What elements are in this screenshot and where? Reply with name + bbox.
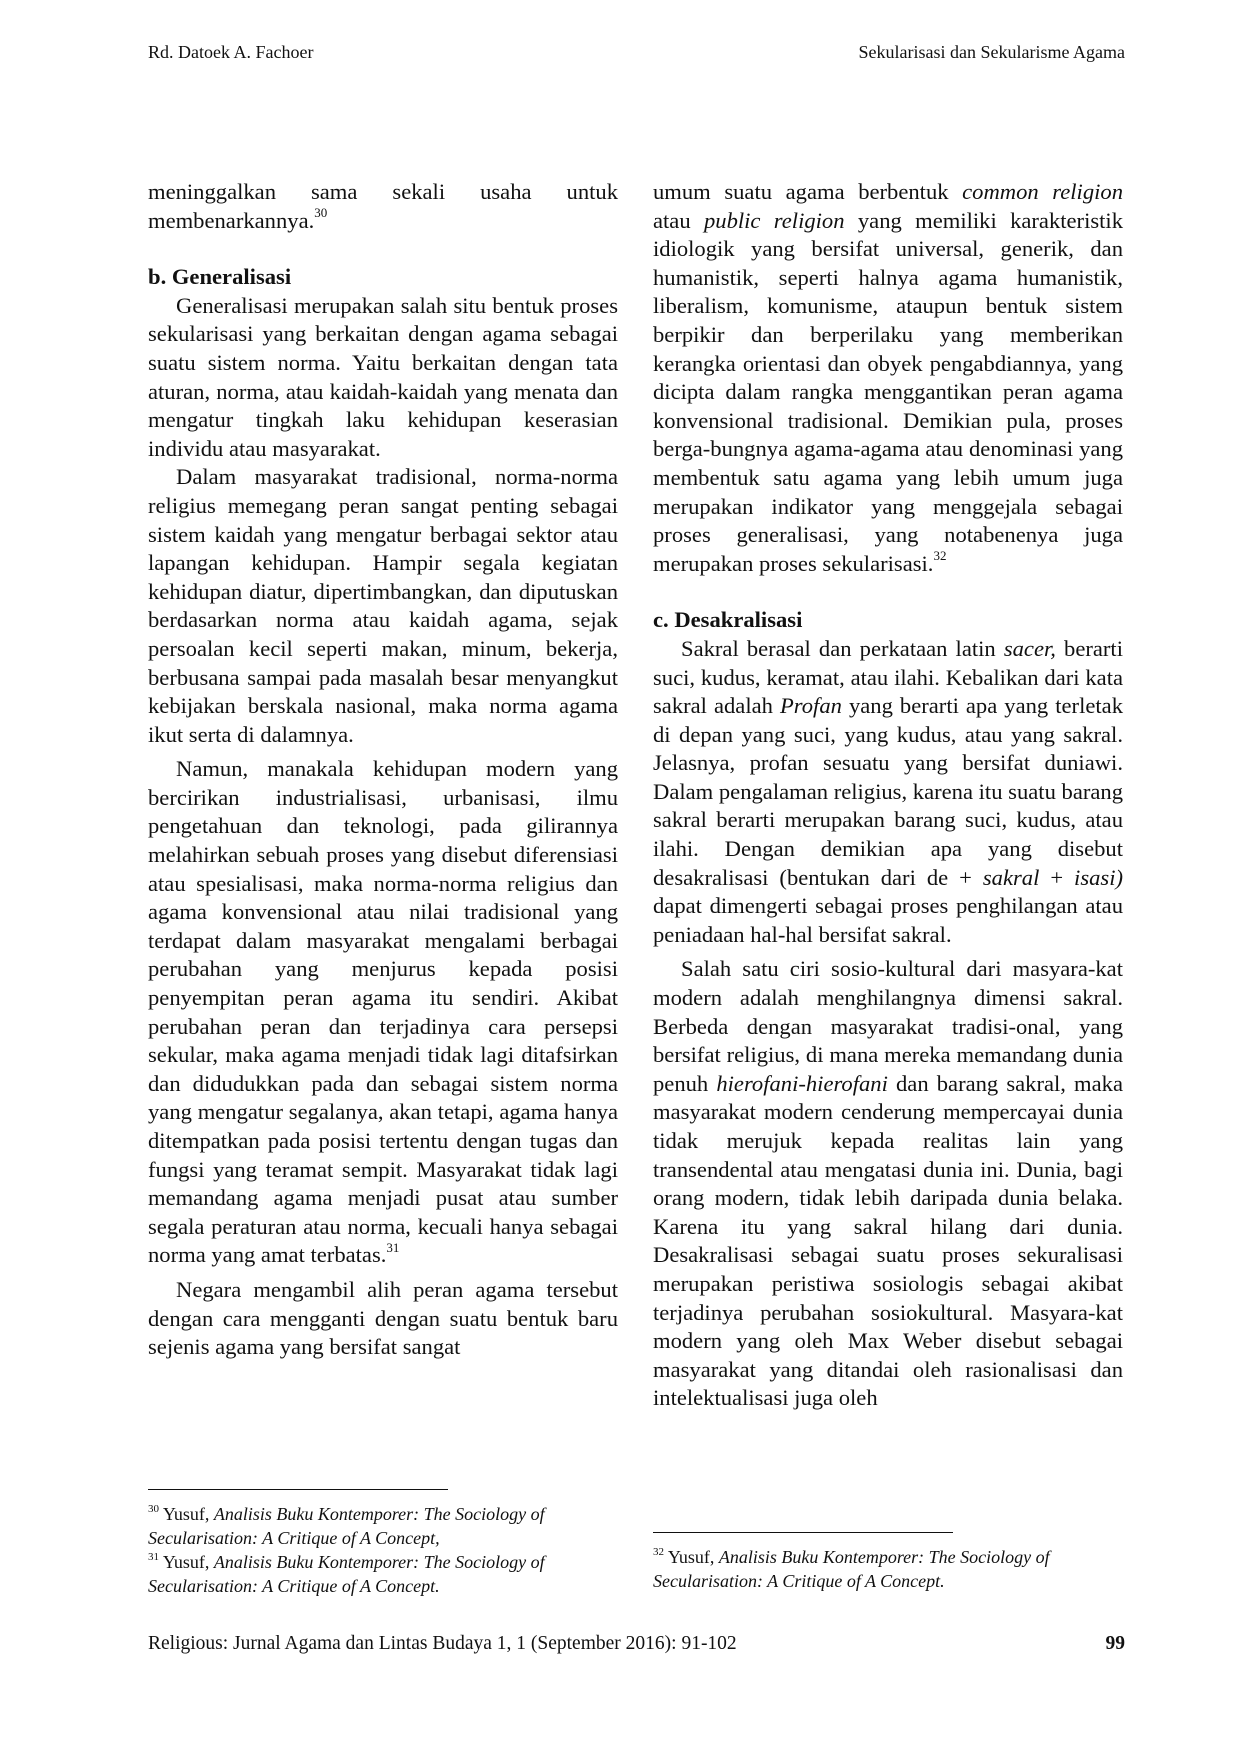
left-column <box>148 178 618 1362</box>
italic-term: public religion <box>703 207 845 233</box>
footnote-ref-31: 31 <box>386 1239 400 1255</box>
paragraph: Negara mengambil alih peran agama tersebut dengan cara mengganti dengan suatu bentuk baru sejenis agama yang bersifat sangat <box>148 1276 618 1360</box>
footnote-title: Analisis Buku Kontemporer: The Sociology of Secularisation: A Critique of A Concept. <box>148 1552 545 1596</box>
right-column <box>653 178 1123 1413</box>
text: Sakral berasal dan perkataan latin <box>681 635 1004 661</box>
text: yang memiliki karakteristik idiologik yang bersifat universal, generik, dan humanistik, seperti halnya agama humanistik, liberalism, komunisme, ataupun bentuk sistem berpikir dan berperilaku yang memberikan kerangka orientasi dan obyek pengabdiannya, yang dicipta dalam rangka menggantikan peran agama konvensional tradisional. Demikian pula, proses berga-bungnya agama-agama atau denominasi yang membentuk satu agama yang lebih umum juga merupakan indikator yang menggejala sebagai proses generalisasi, yang notabenenya juga merupakan proses sekularisasi. <box>653 207 1123 576</box>
footnote-number: 32 <box>653 1546 664 1558</box>
paragraph-text: meninggalkan sama sekali usaha untuk membenarkannya. <box>148 179 618 233</box>
paragraph-text: Namun, manakala kehidupan modern yang bercirikan industrialisasi, urbanisasi, ilmu pengetahuan dan teknologi, pada gilirannya melahirkan sebuah proses yang disebut diferensiasi atau spesialisasi, maka norma-norma religius dan agama konvensional atau nilai tradisional yang terdapat dalam masyarakat mengalami berbagai perubahan yang menjurus kepada posisi penyempitan peran agama itu sendiri. Akibat perubahan peran dan terjadinya cara persepsi sekular, maka agama menjadi tidak lagi ditafsirkan dan didudukkan pada dan sebagai sistem norma yang mengatur segalanya, akan tetapi, agama hanya ditempatkan pada posisi tertentu dengan tugas dan fungsi yang teramat sempit. Masyarakat tidak lagi memandang agama menjadi pusat atau sumber segala peraturan atau norma, kecuali hanya sebagai norma yang amat terbatas. <box>148 756 618 1268</box>
journal-citation: Religious: Jurnal Agama dan Lintas Budaya 1, 1 (September 2016): 91-102 <box>148 1633 737 1654</box>
italic-term: sacer, <box>1003 635 1056 661</box>
paragraph <box>653 955 1123 1413</box>
footnote-30 <box>148 1502 618 1550</box>
footnote-number: 30 <box>148 1503 159 1515</box>
italic-term: common religion <box>962 179 1123 204</box>
footnote-ref-32: 32 <box>933 548 947 564</box>
section-heading-desakralisasi: c. Desakralisasi <box>653 607 803 633</box>
footnote-rule <box>653 1532 953 1533</box>
footnote-31 <box>148 1550 618 1598</box>
running-header <box>148 42 1125 63</box>
italic-term: sakral <box>982 864 1040 890</box>
italic-term: hierofani-hierofani <box>716 1070 888 1096</box>
text: umum suatu agama berbentuk <box>653 179 963 204</box>
paragraph: Dalam masyarakat tradisional, norma-norma religius memegang peran sangat penting sebagai sistem kaidah yang mengatur berbagai sektor atau lapangan kehidupan. Hampir segala kegiatan kehidupan diatur, dipertimbangkan, dan diputuskan berdasarkan norma atau kaidah agama, sejak persoalan kecil seperti makan, minum, bekerja, berbusana sampai pada masalah besar menyangkut kebijakan berskala nasional, maka norma agama ikut serta di dalamnya. <box>148 464 618 747</box>
text: Salah satu ciri sosio-kultural dari masyara-kat modern adalah menghilangnya dimensi sakral. Berbeda dengan masyarakat tradisi-onal, yang bersifat religius, di mana mereka memandang dunia penuh <box>653 956 1123 1096</box>
footnote-ref-30: 30 <box>314 205 328 221</box>
italic-term: Profan <box>779 693 842 719</box>
paragraph <box>653 635 1123 950</box>
footnote-title: Analisis Buku Kontemporer: The Sociology of Secularisation: A Critique of A Concept, <box>148 1504 545 1548</box>
continued-paragraph <box>653 178 1123 578</box>
continued-paragraph <box>148 178 618 235</box>
italic-term: isasi) <box>1074 864 1124 890</box>
text: atau <box>653 207 704 233</box>
page-footer <box>148 1633 1125 1655</box>
footnotes-left <box>148 1502 618 1598</box>
footnote-author: Yusuf, <box>667 1547 719 1567</box>
text: + <box>1039 864 1075 890</box>
footnote-rule <box>148 1489 448 1490</box>
footnote-author: Yusuf, <box>162 1552 214 1572</box>
header-author: Rd. Datoek A. Fachoer <box>148 42 314 62</box>
paragraph <box>148 755 618 1270</box>
footnote-32 <box>653 1545 1123 1593</box>
footnote-title: Analisis Buku Kontemporer: The Sociology of Secularisation: A Critique of A Concept. <box>653 1547 1050 1591</box>
footnote-author: Yusuf, <box>162 1504 214 1524</box>
footnote-number: 31 <box>148 1551 159 1563</box>
text: dapat dimengerti sebagai proses penghilangan atau peniadaan hal-hal bersifat sakral. <box>653 893 1123 947</box>
paragraph: Generalisasi merupakan salah situ bentuk proses sekularisasi yang berkaitan dengan agama sebagai suatu sistem norma. Yaitu berkaitan dengan tata aturan, norma, atau kaidah-kaidah yang menata dan mengatur tingkah laku kehidupan keserasian individu atau masyarakat. <box>148 292 618 461</box>
section-heading-generalisasi: b. Generalisasi <box>148 264 292 290</box>
text: berarti suci, kudus, keramat, atau ilahi. Kebalikan dari kata sakral adalah <box>653 635 1123 719</box>
header-title: Sekularisasi dan Sekularisme Agama <box>858 42 1125 62</box>
page-number: 99 <box>1105 1633 1125 1654</box>
text: yang berarti apa yang terletak di depan yang suci, yang kudus, atau yang sakral. Jelasnya, profan sesuatu yang bersifat duniawi. Dalam pengalaman religius, karena itu suatu barang sakral berarti merupakan barang suci, kudus, atau ilahi. Dengan demikian apa yang disebut desakralisasi (bentukan dari de + <box>653 693 1123 890</box>
footnotes-right <box>653 1545 1123 1593</box>
text: dan barang sakral, maka masyarakat modern cenderung mempercayai dunia tidak merujuk kepada realitas lain yang transendental atau mengatasi dunia ini. Dunia, bagi orang modern, tidak lebih daripada dunia belaka. Karena itu yang sakral hilang dari dunia. Desakralisasi sebagai suatu proses sekuralisasi merupakan peristiwa sosiologis sebagai akibat terjadinya perubahan sosiokultural. Masyara-kat modern yang oleh Max Weber disebut sebagai masyarakat yang ditandai oleh rasionalisasi dan intelektualisasi juga oleh <box>653 1070 1123 1411</box>
